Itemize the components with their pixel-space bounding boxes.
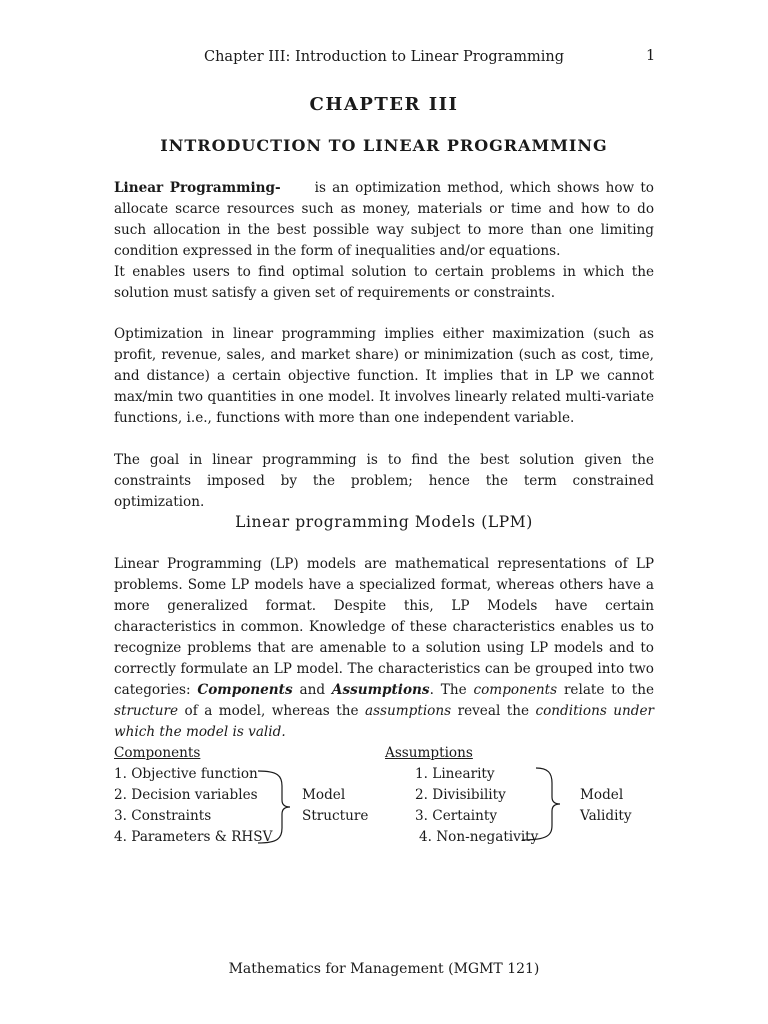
intro-definition: is an optimization method, which shows how to allocate scarce resources such as money, materials or time and how to do such allocation in the best possible way subject to more than one limiting condition expressed in the form of inequalities and/or equations. (114, 180, 654, 259)
model-structure-label-2: Structure (302, 808, 369, 824)
component-item: 1. Objective function (114, 766, 258, 782)
lpm-text: Linear Programming (LP) models are mathematical representations of LP problems. Some LP models have a specialized format, whereas others have a more generalized format. Despite this, LP Models have certain characteristics in common. Knowledge of these characteristics enables us to recognize problems that are amenable to a solution using LP models and to correctly formulate an LP model. The characteristics can be grouped into two categories: (114, 556, 654, 698)
optimization-paragraph: Optimization in linear programming implies either maximization (such as profit, revenue, sales, and market share) or minimization (such as cost, time, and distance) a certain objective function. It implies that in LP we cannot max/min two quantities in one model. It involves linearly related multi-variate functions, i.e., functions with more than one independent variable. (114, 326, 654, 426)
component-item: 4. Parameters & RHSV (114, 829, 273, 845)
and-word: and (299, 682, 326, 698)
goal-paragraph: The goal in linear programming is to find the best solution given the constraints imposed by the problem; hence the term constrained optimization. (114, 452, 654, 510)
lpm-text-2a: . The (429, 682, 467, 698)
components-term: Components (197, 682, 293, 698)
lpm-paragraph (114, 554, 654, 743)
assumptions-italic: assumptions (364, 703, 452, 719)
assumptions-brace (522, 767, 566, 841)
page-footer: Mathematics for Management (MGMT 121) (228, 961, 540, 977)
intro-paragraph (114, 178, 654, 304)
intro-line2: It enables users to find optimal solution to certain problems in which the solution must satisfy a given set of requirements or constraints. (114, 264, 654, 301)
assumption-item: 3. Certainty (415, 808, 498, 824)
lpm-heading: Linear programming Models (LPM) (235, 513, 533, 531)
model-validity-label-2: Validity (580, 808, 632, 824)
lpm-text-2c: of a model, whereas the (184, 703, 359, 719)
assumption-item: 1. Linearity (415, 766, 495, 782)
conditions-italic: conditions under which the model is valid. (114, 703, 655, 740)
running-header: Chapter III: Introduction to Linear Programming (204, 49, 564, 65)
assumption-item: 4. Non-negativity (419, 829, 539, 845)
chapter-label: CHAPTER III (309, 94, 459, 115)
model-validity-label-1: Model (580, 787, 624, 803)
intro-term: Linear Programming- (114, 180, 281, 196)
components-italic: components (473, 682, 558, 698)
component-item: 3. Constraints (114, 808, 212, 824)
lpm-text-2d: reveal the (457, 703, 530, 719)
assumption-item: 2. Divisibility (415, 787, 506, 803)
components-heading: Components (114, 745, 201, 761)
page-number: 1 (646, 48, 656, 64)
model-structure-label-1: Model (302, 787, 346, 803)
lpm-text-2b: relate to the (563, 682, 655, 698)
assumptions-term: Assumptions (331, 682, 430, 698)
chapter-title: INTRODUCTION TO LINEAR PROGRAMMING (160, 136, 608, 155)
component-item: 2. Decision variables (114, 787, 258, 803)
components-brace (258, 770, 298, 844)
structure-italic: structure (114, 703, 179, 719)
assumptions-heading: Assumptions (385, 745, 473, 761)
